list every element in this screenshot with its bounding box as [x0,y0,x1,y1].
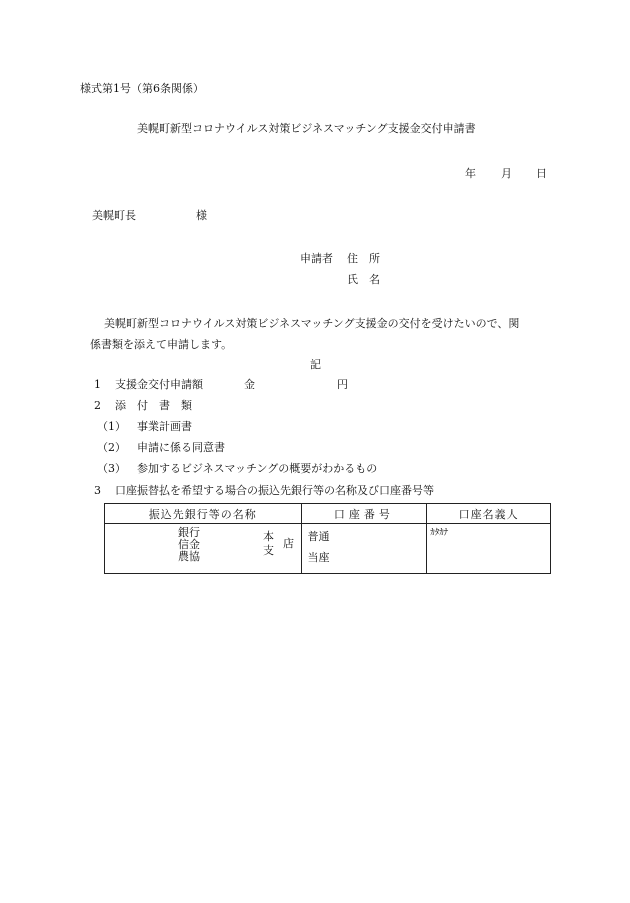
applicant-label: 申請者 [300,252,333,265]
item1-label: 支援金交付申請額 [115,378,203,391]
bank-type-shinkin: 信金 [178,538,200,551]
account-holder-hint: ｶﾀｶﾅ [430,528,449,538]
date-year-label: 年 [465,167,476,180]
item2-label: 添 付 書 類 [115,399,192,412]
item1-number: 1 [94,378,101,391]
attachment-3-text: 参加するビジネスマッチングの概要がわかるもの [137,462,378,475]
account-number-cell[interactable] [301,524,427,574]
addressee-honorific: 様 [196,209,207,222]
date-month-label: 月 [501,167,512,180]
applicant-address-label: 住 所 [347,252,380,265]
body-text-line2: 係書類を添えて申請します。 [90,338,233,351]
attachment-1-text: 事業計画書 [137,420,192,433]
document-title: 美幌町新型コロナウイルス対策ビジネスマッチング支援金交付申請書 [137,122,476,135]
attachment-2-num: （2） [97,441,126,454]
bank-type-ginko: 銀行 [178,526,200,539]
date-day-label: 日 [536,167,547,180]
account-type-toza: 当座 [307,551,330,564]
body-text-line1: 美幌町新型コロナウイルス対策ビジネスマッチング支援金の交付を受けたいので、関 [104,317,520,330]
attachment-1-num: （1） [97,420,126,433]
attachment-3-num: （3） [97,462,126,475]
ki-heading: 記 [310,358,321,371]
branch-type-honten: 本 [263,530,274,543]
item3-number: 3 [94,484,101,497]
bank-account-table [104,503,551,574]
bank-type-nokyo: 農協 [178,550,200,563]
item1-yen: 円 [337,378,348,391]
header-account-number: 口座番号 [301,504,427,524]
branch-type-shiten: 支 [263,544,274,557]
bank-name-cell[interactable] [105,524,302,574]
item1-kin: 金 [244,378,255,391]
form-number: 様式第1号（第6条関係） [80,82,204,95]
addressee-name: 美幌町長 [92,209,136,222]
attachment-2-text: 申請に係る同意書 [137,441,225,454]
account-holder-cell[interactable] [427,524,551,574]
item2-number: 2 [94,399,101,412]
branch-suffix: 店 [283,537,294,550]
applicant-name-label: 氏 名 [347,273,380,286]
header-bank-name: 振込先銀行等の名称 [105,504,302,524]
account-type-futsu: 普通 [307,530,330,543]
header-account-holder: 口座名義人 [427,504,551,524]
item3-label: 口座振替払を希望する場合の振込先銀行等の名称及び口座番号等 [115,484,434,497]
